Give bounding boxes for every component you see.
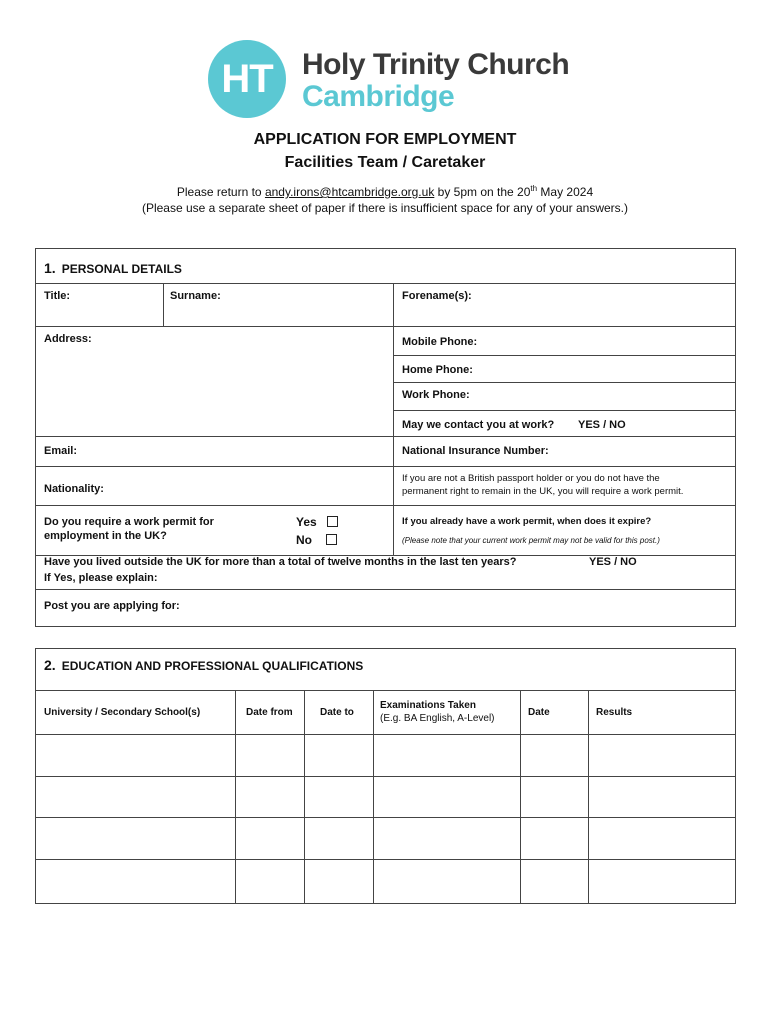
church-logo — [208, 40, 568, 120]
divider — [163, 283, 164, 326]
passport-note-line2: permanent right to remain in the UK, you will require a work permit. — [402, 486, 684, 497]
permit-no-checkbox[interactable] — [326, 534, 337, 545]
divider — [304, 690, 305, 904]
title-field-label[interactable]: Title: — [44, 290, 71, 302]
permit-yes-label: Yes — [296, 515, 317, 529]
permit-question-line1: Do you require a work permit for — [44, 516, 214, 528]
section1-title: PERSONAL DETAILS — [61, 262, 182, 276]
divider — [35, 776, 736, 777]
home-phone-label[interactable]: Home Phone: — [402, 364, 473, 376]
permit-yes-checkbox[interactable] — [327, 516, 338, 527]
col-school-header: University / Secondary School(s) — [44, 707, 201, 718]
divider — [393, 382, 736, 383]
logo-initials: HT — [208, 40, 286, 118]
divider — [35, 466, 736, 467]
return-instructions — [0, 184, 770, 199]
section1-number: 1. — [44, 260, 56, 276]
col-results-header: Results — [596, 707, 633, 718]
divider — [35, 589, 736, 590]
address-field-label[interactable]: Address: — [44, 333, 92, 345]
form-subtitle: Facilities Team / Caretaker — [284, 154, 486, 171]
return-prefix: Please return to — [176, 185, 262, 199]
return-deadline: by 5pm on the 20 — [437, 185, 531, 199]
permit-question-line2: employment in the UK? — [44, 530, 167, 542]
personal-details-section — [35, 248, 736, 627]
explain-label[interactable]: If Yes, please explain: — [44, 572, 158, 584]
col-date-to-header: Date to — [320, 707, 354, 718]
divider — [35, 505, 736, 506]
work-phone-label[interactable]: Work Phone: — [402, 389, 470, 401]
permit-expire-label[interactable]: If you already have a work permit, when does it expire? — [402, 516, 652, 527]
contact-at-work-label: May we contact you at work? — [402, 419, 555, 431]
deadline-suffix: th — [530, 184, 538, 193]
divider — [588, 690, 589, 904]
email-field-label[interactable]: Email: — [44, 445, 78, 457]
divider — [35, 283, 736, 284]
divider — [520, 690, 521, 904]
contact-at-work-options[interactable]: YES / NO — [578, 419, 626, 431]
divider — [373, 690, 374, 904]
divider — [35, 690, 736, 691]
post-applying-label[interactable]: Post you are applying for: — [44, 600, 180, 612]
col-exams-example: (E.g. BA English, A-Level) — [380, 713, 495, 724]
section2-number: 2. — [44, 657, 56, 673]
divider — [35, 859, 736, 860]
col-date-header: Date — [528, 707, 550, 718]
permit-validity-note: (Please note that your current work permit may not be valid for this post.) — [402, 536, 660, 545]
section2-title: EDUCATION AND PROFESSIONAL QUALIFICATIONS — [61, 659, 364, 673]
return-email-link[interactable]: andy.irons@htcambridge.org.uk — [264, 185, 435, 199]
space-note: (Please use a separate sheet of paper if there is insufficient space for any of your answers.) — [141, 201, 629, 215]
surname-field-label[interactable]: Surname: — [170, 290, 221, 302]
section1-heading — [44, 260, 182, 276]
divider — [35, 817, 736, 818]
lived-outside-uk-options[interactable]: YES / NO — [589, 556, 637, 568]
logo-city-name: Cambridge — [302, 80, 455, 113]
permit-no-option[interactable] — [296, 533, 337, 547]
logo-church-name: Holy Trinity Church — [302, 48, 570, 81]
col-exams-header: Examinations Taken — [380, 700, 476, 711]
lived-outside-uk-label: Have you lived outside the UK for more than a total of twelve months in the last ten years? — [44, 556, 517, 568]
divider — [35, 326, 736, 327]
ni-number-label[interactable]: National Insurance Number: — [402, 445, 549, 457]
nationality-field-label[interactable]: Nationality: — [44, 483, 104, 495]
mobile-phone-label[interactable]: Mobile Phone: — [402, 336, 478, 348]
passport-note-line1: If you are not a British passport holder or you do not have the — [402, 473, 660, 484]
divider — [393, 283, 394, 555]
divider — [35, 734, 736, 735]
divider — [393, 355, 736, 356]
permit-no-label: No — [296, 533, 312, 547]
return-deadline-month: May 2024 — [540, 185, 594, 199]
form-title: APPLICATION FOR EMPLOYMENT — [253, 131, 517, 148]
divider — [235, 690, 236, 904]
permit-yes-option[interactable] — [296, 515, 338, 529]
forename-field-label[interactable]: Forename(s): — [402, 290, 472, 302]
col-date-from-header: Date from — [246, 707, 293, 718]
section2-heading — [44, 657, 363, 673]
divider — [35, 436, 736, 437]
divider — [393, 410, 736, 411]
